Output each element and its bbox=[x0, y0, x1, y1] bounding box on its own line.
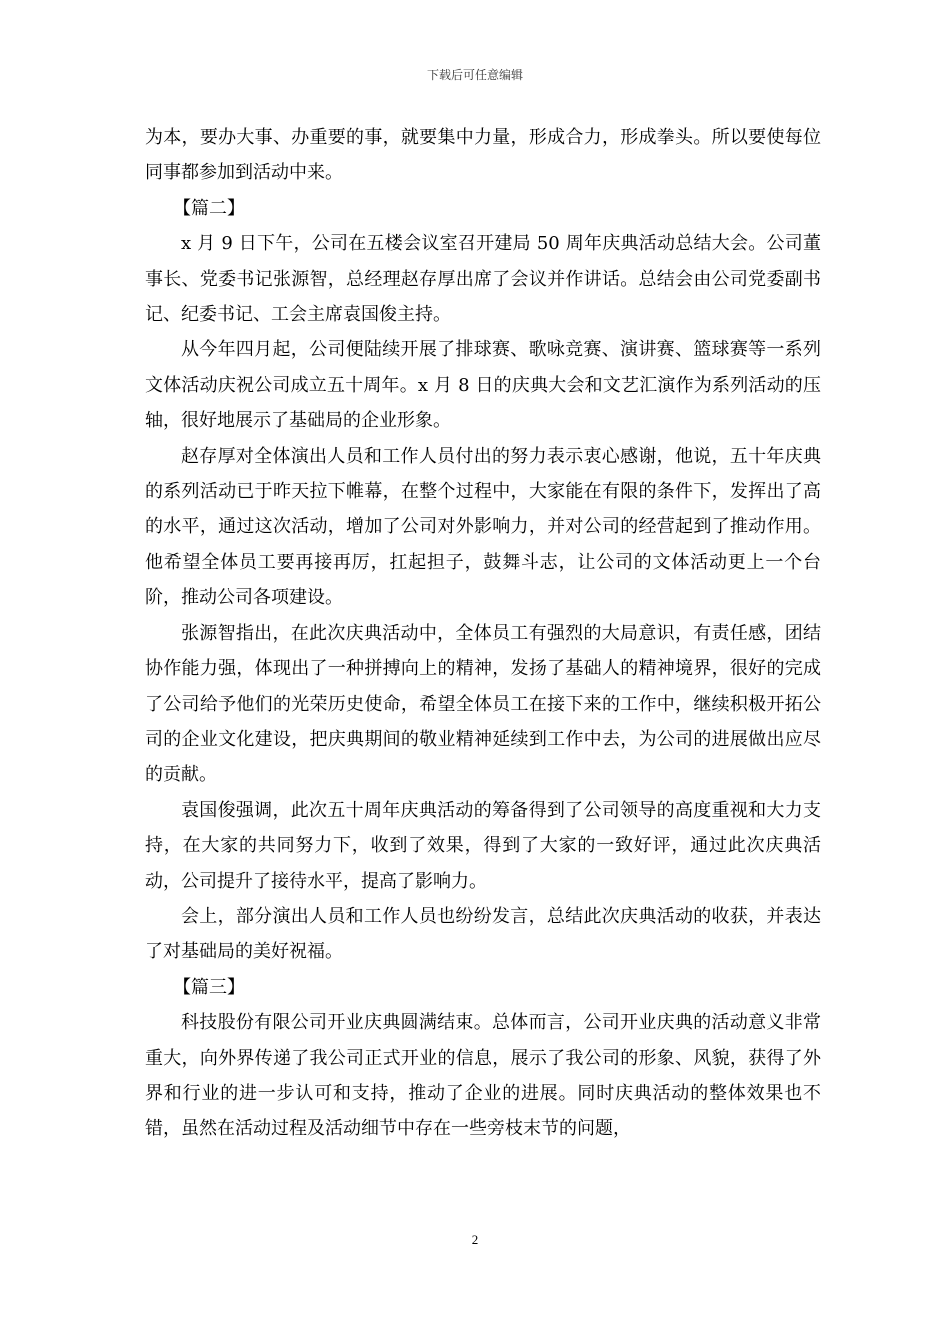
paragraph: x 月 9 日下午，公司在五楼会议室召开建局 50 周年庆典活动总结大会。公司董事长、党委书记张源智，总经理赵存厚出席了会议并作讲话。总结会由公司党委副书记、纪委书记、工会主席袁国俊主持。 bbox=[145, 233, 821, 326]
section-heading-3: 【篇三】 bbox=[173, 976, 245, 998]
paragraph: 赵存厚对全体演出人员和工作人员付出的努力表示衷心感谢，他说，五十年庆典的系列活动已于昨天拉下帷幕，在整个过程中，大家能在有限的条件下，发挥出了高的水平，通过这次活动，增加了公司对外影响力，并对公司的经营起到了推动作用。他希望全体员工要再接再厉，扛起担子，鼓舞斗志，让公司的文体活动更上一个台阶，推动公司各项建设。 bbox=[145, 445, 821, 609]
paragraph: 张源智指出，在此次庆典活动中，全体员工有强烈的大局意识，有责任感，团结协作能力强，体现出了一种拼搏向上的精神，发扬了基础人的精神境界，很好的完成了公司给予他们的光荣历史使命，希望全体员工在接下来的工作中，继续积极开拓公司的企业文化建设，把庆典期间的敬业精神延续到工作中去，为公司的进展做出应尽的贡献。 bbox=[145, 622, 821, 786]
document-body bbox=[145, 120, 821, 1147]
paragraph: 袁国俊强调，此次五十周年庆典活动的筹备得到了公司领导的高度重视和大力支持，在大家的共同努力下，收到了效果，得到了大家的一致好评，通过此次庆典活动，公司提升了接待水平，提高了影响力。 bbox=[145, 799, 821, 892]
paragraph: 会上，部分演出人员和工作人员也纷纷发言，总结此次庆典活动的收获，并表达了对基础局的美好祝福。 bbox=[145, 905, 821, 963]
page-number: 2 bbox=[471, 1232, 479, 1247]
paragraph: 科技股份有限公司开业庆典圆满结束。总体而言，公司开业庆典的活动意义非常重大，向外界传递了我公司正式开业的信息，展示了我公司的形象、风貌，获得了外界和行业的进一步认可和支持，推动了企业的进展。同时庆典活动的整体效果也不错，虽然在活动过程及活动细节中存在一些旁枝末节的问题， bbox=[145, 1012, 821, 1140]
section-heading-2: 【篇二】 bbox=[173, 197, 245, 219]
paragraph-continuation: 为本，要办大事、办重要的事，就要集中力量，形成合力，形成拳头。所以要使每位同事都参加到活动中来。 bbox=[145, 127, 821, 184]
paragraph: 从今年四月起，公司便陆续开展了排球赛、歌咏竞赛、演讲赛、篮球赛等一系列文体活动庆祝公司成立五十周年。x 月 8 日的庆典大会和文艺汇演作为系列活动的压轴，很好地展示了基础局的企业形象。 bbox=[145, 339, 821, 432]
page-header: 下载后可任意编辑 bbox=[426, 68, 523, 82]
